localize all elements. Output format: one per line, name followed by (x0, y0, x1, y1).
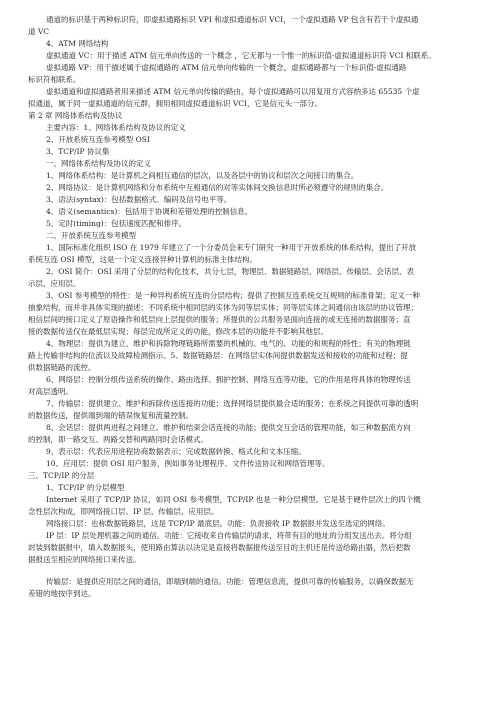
text-line: 据报送至相应的网络接口来传送。 (28, 555, 141, 564)
text-line: 路上传输非结构的位流以及故障检测指示。5、数据链路层：在网络层实体间提供数据发送和接收的功能和过程；提 (28, 351, 408, 360)
text-line: 传输层：是提供应用层之间的通信，即端到端的通信。功能：管理信息流，提供可靠的传输服务，以确保数据无 (46, 577, 414, 586)
text-line: IP 层：IP 层处理机器之间的通信。功能：它接收来自传输层的请求，将带有目的地址的分组发送出去。将分组 (46, 531, 412, 540)
text-line: 5、定时(timing)：包括速度匹配和排序。 (46, 219, 187, 228)
text-line: 3、OSI 参考模型的特性：是一种异构系统互连的分层结构；提供了控制互连系统交互规则的标准骨架；定义一种 (46, 291, 420, 300)
text-line: 标识符相联系。 (28, 75, 81, 84)
text-line: 拟通道，属于同一虚拟通道的信元群，拥用相同虚拟通道标识 VCI，它是信元头一部分。 (28, 99, 322, 108)
text-line: 9、表示层：代表应用进程协商数据表示；完成数据转换、格式化和文本压缩。 (46, 447, 306, 456)
text-line: 主要内容：1、网络体系结构及协议的定义 (46, 123, 186, 132)
text-line: 7、传输层：提供建立、维护和拆除传送连接的功能；选择网络层提供最合适的服务；在系统之间提供可靠的透明 (46, 399, 419, 408)
text-line: 封装到数据报中，填入数据报头，使用路由算法以决定是直接将数据报传送至目的主机还是传送给路由器，然后把数 (28, 543, 411, 552)
text-line: 相信层间的接口定义了原语操作和低层向上层提供的服务；所提供的公共服务是面向连接的或无连接的数据服务；直 (28, 315, 411, 324)
text-line: 8、会话层：提供两进程之间建立、维护和结束会话连接的功能；提供交互会话的管理功能，如三种数据流方向 (46, 423, 411, 432)
text-line: 第 2 章 网络体系结构及协议 (28, 111, 123, 120)
text-line: 2、网络协议：是计算机网络和分布系统中互相通信的对等实体间交换信息时所必须遵守的规则的集合。 (46, 183, 389, 192)
text-line: 2、OSI 简介：OSI 采用了分层的结构化技术，共分七层，物理层、数据链路层、网络层、传输层、会话层、表 (46, 267, 415, 276)
text-line: 虚拟通路 VP：用于描述属于虚拟通路的 ATM 信元单向传输的一个概念，虚拟通路都与一个标识值-虚拟通路 (46, 63, 407, 72)
text-line: 2、开放系统互连参考模型 OSI (46, 135, 150, 144)
text-line: 示层、应用层。 (28, 279, 81, 288)
text-line: 念性层次构成，即网络接口层、IP 层、传输层、应用层。 (28, 507, 219, 516)
text-line: Internet 采用了 TCP/IP 协议，如同 OSI 参考模型，TCP/IP 也是一种分层模型。它是基于硬件层次上的四个概 (46, 495, 421, 504)
text-line: 的数据传送，提供端到端的错误恢复和流量控制。 (28, 411, 193, 420)
text-line: 系统互连 OSI 模型，这是一个定义连接异种计算机的标准主体结构。 (28, 255, 258, 264)
text-line: 4、物理层：提供为建立、维护和拆除物理链路所需要的机械的、电气的、功能的和规程的特性；有关的物理链 (46, 339, 411, 348)
text-line: 3、语法(syntax)：包括数据格式、编码及信号电平等。 (46, 195, 232, 204)
text-line: 的控制，即一路交互、两路交替和两路同时会话模式。 (28, 435, 208, 444)
document-body (28, 14, 464, 600)
text-line: 4、语义(semantics)：包括用于协调和差错处理的控制信息。 (46, 207, 253, 216)
text-line: 1、国际标准化组织 ISO 在 1979 年建立了一个分委员会来专门研究一种用于开放系统的体系结构，提出了开放 (46, 243, 417, 252)
text-line: 1、网络体系结构：是计算机之间相互通信的层次，以及各层中的协议和层次之间接口的集合。 (46, 171, 359, 180)
text-line: 供数据链路的流控。 (28, 363, 96, 372)
text-line: 网络接口层：也称数据链路层，这是 TCP/IP 最底层。功能：负责接收 IP 数据报并发送至选定的网络。 (46, 519, 390, 528)
text-line: 4、ATM 网络结构 (46, 39, 109, 48)
text-line: 二、开放系统互连参考模型 (46, 231, 136, 240)
text-line: 三、TCP/IP 的分层 (28, 471, 95, 480)
text-line: 一、网络体系结构及协议的定义 (46, 159, 151, 168)
text-line: 虚拟通道 VC：用于描述 ATM 信元单向传送的一个概念 ，它无都与一个惟一的标识值-虚拟通道标识符 VCI 相联系。 (46, 51, 436, 60)
text-line: 3、TCP/IP 协议集 (46, 147, 110, 156)
text-line: 道 VC (28, 27, 50, 36)
text-line: 1、TCP/IP 的分层模型 (46, 483, 125, 492)
text-line: 通道的标识基于两种标识符，即虚拟通路标识 VPI 和虚拟通道标识 VCI，一个虚拟通路 VP 包含有若干个虚拟通 (46, 15, 419, 24)
text-line: 6、网络层：控制分组传送系统的操作、路由选择、拥护控制、网络互连等功能，它的作用是将具体的物理传送 (46, 375, 411, 384)
paragraph-gap (28, 566, 464, 576)
text-line: 抽象结构，而并非具体实现的描述；不同系统中相同层的实体为同等层实体；同等层实体之间通信由该层的协议管理； (28, 303, 418, 312)
text-line: 10、应用层：提供 OSI 用户服务，例如事务处理程序、文件传送协议和网络管理等。 (46, 459, 330, 468)
text-line: 接的数据传送仅在最低层实现；每层完成所定义的功能，修改本层的功能并不影响其他层。 (28, 327, 328, 336)
text-line: 差错的地按序到达。 (28, 589, 96, 598)
text-line: 对高层透明。 (28, 387, 73, 396)
text-line: 虚拟通道和虚拟通路者用来描述 ATM 信元单向传输的路由，每个虚拟通路可以用复用方式容纳多达 65535 个虚 (46, 87, 420, 96)
